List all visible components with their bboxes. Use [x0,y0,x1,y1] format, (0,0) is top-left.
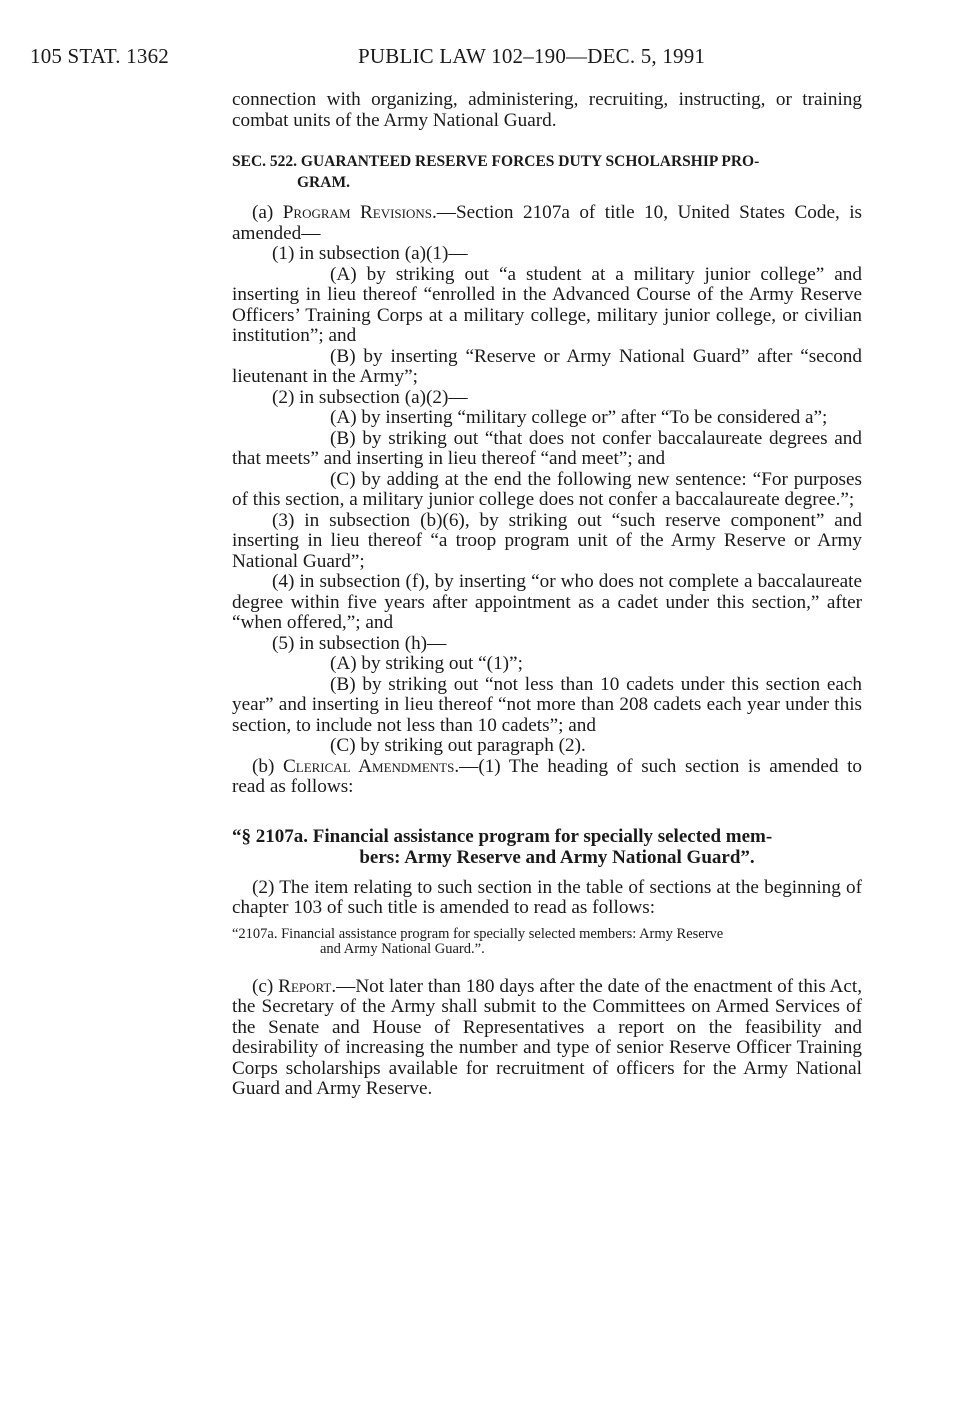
amended-heading-line1: “§ 2107a. Financial assistance program for specially selected mem- [232,825,773,847]
section-number: SEC. 522. [232,153,298,170]
table-item-line2: and Army National Guard.”. [320,940,485,957]
item-3: (3) in subsection (b)(6), by striking out “such reserve component” and inserting in lieu thereof “a troop program unit of the Army Reserve or Army National Guard”; [232,509,862,572]
subsection-b-2: (2) The item relating to such section in the table of sections at the beginning of chapter 103 of such title is amended to read as follows: [232,876,862,918]
subsection-b-heading: Clerical Amendments. [282,755,460,777]
table-of-sections-item [232,927,862,957]
subsection-b [232,757,862,798]
item-5-b: (B) by striking out “not less than 10 cadets under this section each year” and inserting in lieu thereof “not more than 208 cadets each year under this section, to include not less than 10 cadets”; and [232,673,862,736]
item-1-b: (B) by inserting “Reserve or Army National Guard” after “second lieutenant in the Army”; [232,345,862,387]
section-heading [232,151,862,193]
item-5-a: (A) by striking out “(1)”; [330,653,523,674]
item-1: (1) in subsection (a)(1)— [272,243,468,264]
item-2: (2) in subsection (a)(2)— [272,386,468,408]
item-5: (5) in subsection (h)— [272,632,447,654]
subsection-c-label: (c) [252,975,274,997]
table-item-line1: “2107a. Financial assistance program for specially selected members: Army Reserve [232,925,724,942]
subsection-a [232,203,862,244]
paragraph-continuation: connection with organizing, administering, recruiting, instructing, or training combat units of the Army National Guard. [232,89,862,131]
public-law-title: PUBLIC LAW 102–190—DEC. 5, 1991 [358,44,706,68]
item-1-a: (A) by striking out “a student at a military junior college” and inserting in lieu thereof “enrolled in the Advanced Course of the Army Reserve Officers’ Training Corps at a military college, military junior college, or civilian institution”; and [232,263,862,346]
item-2-a: (A) by inserting “military college or” after “To be considered a”; [330,407,828,428]
amended-heading-line2: bers: Army Reserve and Army National Guard”. [359,846,755,868]
amended-heading [232,826,862,868]
subsection-a-text: —Section 2107a of title 10, United States Code, is amended— [232,202,863,244]
subsection-a-heading: Program Revisions. [282,202,437,223]
item-2-b: (B) by striking out “that does not confer baccalaureate degrees and that meets” and inserting in lieu thereof “and meet”; and [232,427,862,469]
subsection-c [232,977,862,1100]
document-body [232,90,862,1100]
stat-citation: 105 STAT. 1362 [30,44,169,68]
subsection-c-heading: Report. [278,975,337,997]
item-2-c: (C) by adding at the end the following new sentence: “For purposes of this section, a military junior college does not confer a baccalaureate degree.”; [232,468,862,510]
section-title-line1: GUARANTEED RESERVE FORCES DUTY SCHOLARSHIP PRO- [300,153,760,170]
subsection-c-text: —Not later than 180 days after the date of the enactment of this Act, the Secretary of the Army shall submit to the Committees on Armed Services of the Senate and House of Representatives a report on the feasibility and desirability of increasing the number and type of senior Reserve Officer Training Corps scholarships available for recruitment of officers for the Army National Guard and Army Reserve. [232,975,862,1099]
subsection-b-text: —(1) The heading of such section is amended to read as follows: [232,755,863,797]
subsection-a-label: (a) [252,202,274,223]
subsection-b-label: (b) [252,755,275,777]
section-title-line2: GRAM. [297,174,350,191]
item-5-c: (C) by striking out paragraph (2). [330,735,586,756]
item-4: (4) in subsection (f), by inserting “or who does not complete a baccalaureate degree within five years after appointment as a cadet under this section,” after “when offered,”; and [232,571,862,633]
